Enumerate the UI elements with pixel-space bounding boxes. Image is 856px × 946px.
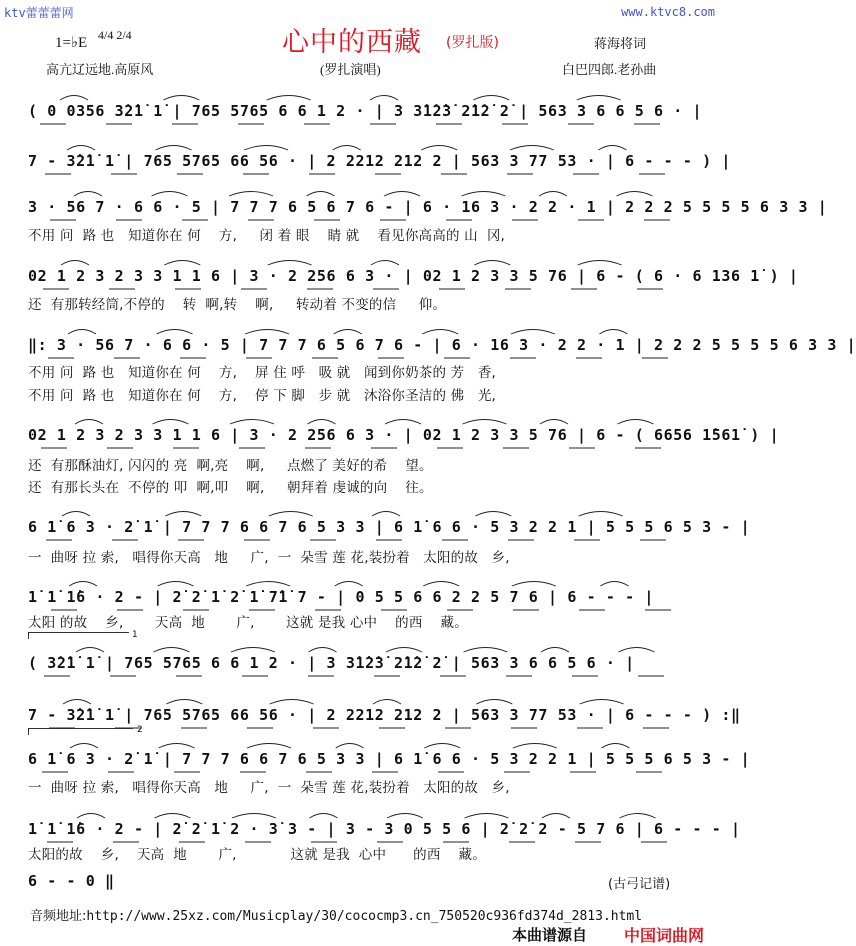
notation-line: 6 1̇ 6 3 · 2̇ 1̇ | 7 7 7 6 6 7 6 5 3 3 | 6 1̇ 6 6 · 5 3 2 2 1 | 5 5 5 6 5 3 - | [28, 750, 751, 768]
style-marking: 高亢辽远地.高原风 [46, 62, 154, 77]
notation-line: 3 · 56 7 · 6 6 · 5 | 7 7 7 6 5 6 7 6 - | 6 · 16 3 · 2 2 · 1 | 2 2 2 5 5 5 5 6 3 3 | [28, 198, 828, 216]
score-system-1 [28, 90, 703, 134]
audio-url[interactable]: http://www.25xz.com/Musicplay/30/cococmp3.cn_750520c936fd374d_2813.html [86, 909, 643, 924]
title-version: (罗扎版) [446, 35, 499, 51]
lyric-line: 太阳 的故 乡, 天高 地 广, 这就 是我 心中 的西 藏。 [28, 615, 468, 631]
notation-line: ( 0 0356 3̇2̇1̇ 1̇ | 765 5765 6 6 1 2 · | 3 3̇1̇2̇3̇ 2̇1̇2̇ 2̇ | 563 3 6 6 5 6 · | [28, 102, 703, 120]
notation-line: 02 1 2 3 2 3 3 1 1 6 | 3 · 2 256 6 3 · | 02 1 2 3 3 5 76 | 6 - ( 6656 1̇561̇ ) | [28, 426, 780, 444]
lyric-line: 一 曲呀 拉 索, 唱得你天高 地 广, 一 朵雪 莲 花,装扮着 太阳的故 乡, [28, 780, 510, 796]
lyric-line: 还 有那长头在 不停的 叩 啊,叩 啊, 朝拜着 虔诚的向 往。 [28, 480, 433, 496]
time-signature: 4/4 2/4 [98, 28, 132, 42]
notation-line: 1̇ 1̇ 1̇6 · 2 - | 2̇ 2̇ 1̇ 2̇ 1̇ 7̇1̇ 7 - | 0 5 5 6 6 2 2 5 7 6 | 6 - - - | [28, 588, 654, 606]
lyric-line: 一 曲呀 拉 索, 唱得你天高 地 广, 一 朵雪 莲 花,装扮着 太阳的故 乡, [28, 550, 510, 566]
notation-line: 6 1̇ 6 3 · 2̇ 1̇ | 7 7 7 6 6 7 6 5 3 3 | 6 1̇ 6 6 · 5 3 2 2 1 | 5 5 5 6 5 3 - | [28, 518, 751, 536]
singer-credit: (罗扎演唱) [320, 62, 381, 77]
audio-label: 音频地址: [30, 909, 87, 924]
key-signature: 1=♭E [55, 35, 88, 51]
lyric-line: 还 有那转经筒,不停的 转 啊,转 啊, 转动着 不变的信 仰。 [28, 297, 447, 313]
notation-line: ‖: 3 · 56 7 · 6 6 · 5 | 7 7 7 6 5 6 7 6 - | 6 · 16 3 · 2 2 · 1 | 2 2 2 5 5 5 5 6 3 3 | [28, 336, 856, 354]
volta-second [28, 728, 133, 735]
lyric-line: 太阳的故 乡, 天高 地 广, 这就 是我 心中 的西 藏。 [28, 847, 486, 863]
notation-line: ( 3̇2̇1̇ 1̇ | 765 5765 6 6 1 2 · | 3 3̇1̇2̇3̇ 2̇1̇2̇ 2̇ | 563 3 6 6 5 6 · | [28, 654, 635, 672]
notation-line: 02 1 2 3 2 3 3 1 1 6 | 3 · 2 256 6 3 · | 02 1 2 3 3 5 76 | 6 - ( 6 · 6 136 1̇ ) | [28, 267, 799, 285]
volta-first-number: 1 [132, 630, 138, 640]
notation-line: 7 - 3̇2̇1̇ 1̇ | 765 5765 66 56 · | 2 2212 212 2 | 563 3 77 53 · | 6 - - - ) | [28, 152, 732, 170]
notation-line: 6 - - 0 ‖ [28, 872, 115, 890]
audio-address [30, 905, 642, 924]
lyric-line: 不用 问 路 也 知道你在 何 方, 闭 着 眼 睛 就 看见你高高的 山 冈, [28, 228, 506, 244]
recorder-credit: (古弓记谱) [608, 877, 671, 892]
lyric-line: 不用 问 路 也 知道你在 何 方, 屏 住 呼 吸 就 闻到你奶茶的 芳 香, [28, 365, 497, 381]
page-title: 心中的西藏 [282, 27, 422, 57]
composer-credit: 白巴四郎.老孙曲 [562, 62, 657, 77]
volta-first [28, 632, 129, 639]
source-label: 本曲谱源自 [512, 926, 588, 944]
source-site-link[interactable]: 中国词曲网 [624, 926, 705, 945]
lyricist-credit: 蒋海将词 [594, 36, 647, 51]
lyric-line: 还 有那酥油灯, 闪闪的 亮 啊,亮 啊, 点燃了 美好的希 望。 [28, 458, 433, 474]
volta-second-number: 2 [137, 725, 143, 735]
watermark-left: ktv蕾蕾蕾网 [4, 6, 74, 20]
score-system-9 [28, 642, 700, 686]
watermark-right: www.ktvc8.com [621, 5, 715, 19]
notation-line: 1̇ 1̇ 1̇6 · 2 - | 2̇ 2̇ 1̇ 2 · 3̇ 3 - | 3 - 3 0 5 5 6 | 2̇ 2̇ 2 - 5 7 6 | 6 - - - | [28, 820, 741, 838]
lyric-line: 不用 问 路 也 知道你在 何 方, 停 下 脚 步 就 沐浴你圣洁的 佛 光, [28, 388, 497, 404]
score-system-7 [28, 506, 751, 550]
score-system-13 [28, 860, 700, 904]
score-system-2 [28, 140, 732, 184]
score-system-6 [28, 414, 780, 458]
notation-line: 7 - 3̇2̇1̇ 1̇ | 765 5765 66 56 · | 2 2212 212 2 | 563 3 77 53 · | 6 - - - ) :‖ [28, 706, 741, 724]
